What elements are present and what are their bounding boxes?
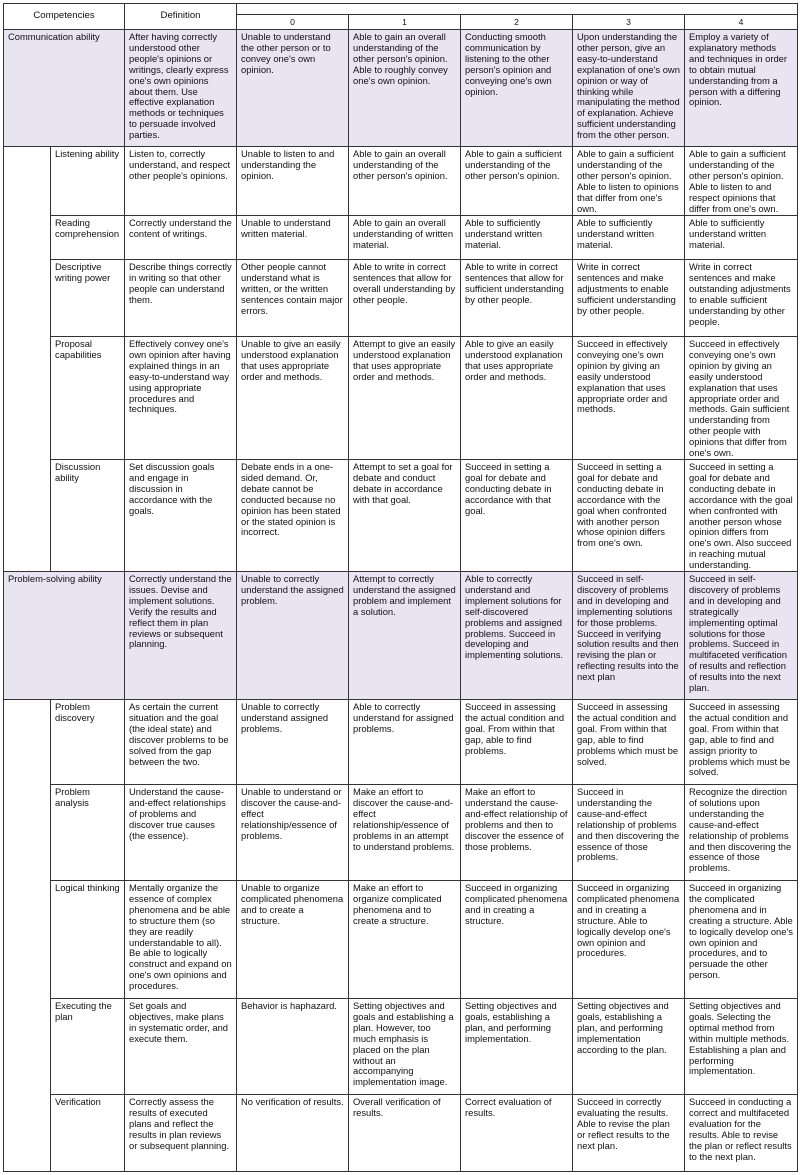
level-4-descriptor: Recognize the direction of solutions upon understanding the cause-and-effect relationship of problems and then discovering the essence of those problems. [685,785,798,881]
header-level-1: 1 [349,15,461,30]
level-3-descriptor: Write in correct sentences and make adjustments to enable sufficient understanding by other people. [573,260,685,337]
competency-name: Problem-solving ability [4,572,125,700]
competency-name: Verification [51,1095,125,1172]
level-3-descriptor: Able to sufficiently understand written material. [573,216,685,260]
level-0-descriptor: Unable to listen to and understanding the opinion. [237,147,349,216]
competency-definition: Correctly assess the results of executed plans and reflect the results in plan reviews or subsequent planning. [125,1095,237,1172]
level-2-descriptor: Correct evaluation of results. [461,1095,573,1172]
level-4-descriptor: Succeed in organizing the complicated phenomena and in creating a structure. Able to logically develop one's own opinion and procedures, and to persuade the other person. [685,881,798,999]
level-2-descriptor: Able to sufficiently understand written material. [461,216,573,260]
level-3-descriptor: Setting objectives and goals, establishing a plan, and performing implementation according to the plan. [573,999,685,1095]
competency-definition: Mentally organize the essence of complex phenomena and be able to structure them (so they are readily understandable to all). Be able to logically construct and expand on one's own opinions and procedures. [125,881,237,999]
level-0-descriptor: No verification of results. [237,1095,349,1172]
level-3-descriptor: Succeed in setting a goal for debate and conducting debate in accordance with the goal when confronted with another person whose opinion differs from one's own. [573,459,685,571]
level-2-descriptor: Able to gain a sufficient understanding of the other person's opinion. [461,147,573,216]
competency-row [4,216,798,260]
level-3-descriptor: Succeed in correctly evaluating the results. Able to revise the plan or reflect results to the next plan. [573,1095,685,1172]
level-4-descriptor: Succeed in self-discovery of problems and in developing and strategically implementing optimal solutions for those problems. Succeed in multifaceted verification of results and reflection of results into the next plan. [685,572,798,700]
header-level-0: 0 [237,15,349,30]
competency-row [4,881,798,999]
header-row-top [4,4,798,15]
level-0-descriptor: Unable to organize complicated phenomena and to create a structure. [237,881,349,999]
competency-definition: After having correctly understood other people's opinions or writings, clearly express one's own opinions about them. Use effective explanation methods or techniques to persuade involved parties. [125,30,237,147]
level-4-descriptor: Succeed in setting a goal for debate and conducting debate in accordance with the goal when confronted with another person whose opinion differs from one's own. Also succeed in reaching mutual understanding. [685,459,798,571]
indent-cell [4,459,51,571]
competency-name: Executing the plan [51,999,125,1095]
header-levels-group [237,4,798,15]
header-level-4: 4 [685,15,798,30]
level-0-descriptor: Other people cannot understand what is written, or the written sentences contain major errors. [237,260,349,337]
level-1-descriptor: Able to gain an overall understanding of written material. [349,216,461,260]
level-2-descriptor: Conducting smooth communication by listening to the other person's opinion and conveying one's own opinion. [461,30,573,147]
level-1-descriptor: Overall verification of results. [349,1095,461,1172]
level-4-descriptor: Write in correct sentences and make outstanding adjustments to enable sufficient understanding by other people. [685,260,798,337]
level-1-descriptor: Setting objectives and goals and establishing a plan. However, too much emphasis is placed on the plan without an accompanying implementation image. [349,999,461,1095]
level-0-descriptor: Unable to understand or discover the cause-and-effect relationship/essence of problems. [237,785,349,881]
level-3-descriptor: Able to gain a sufficient understanding of the other person's opinion. Able to listen to opinions that differ from one's own. [573,147,685,216]
competency-name: Communication ability [4,30,125,147]
competency-name: Problem analysis [51,785,125,881]
level-4-descriptor: Succeed in effectively conveying one's own opinion by giving an easily understood explanation that uses appropriate order and methods. Gain sufficient understanding from other people with opinions that differ from one's own. [685,337,798,460]
level-1-descriptor: Attempt to give an easily understood explanation that uses appropriate order and methods. [349,337,461,460]
level-0-descriptor: Unable to understand written material. [237,216,349,260]
competency-definition: Set discussion goals and engage in discussion in accordance with the goals. [125,459,237,571]
level-0-descriptor: Unable to correctly understand assigned problems. [237,700,349,785]
competency-definition: Listen to, correctly understand, and respect other people's opinions. [125,147,237,216]
competency-definition: Understand the cause-and-effect relationships of problems and discover true causes (the essence). [125,785,237,881]
competency-name: Logical thinking [51,881,125,999]
competency-row [4,785,798,881]
level-4-descriptor: Setting objectives and goals. Selecting the optimal method from within multiple methods. Establishing a plan and performing implementation. [685,999,798,1095]
indent-cell [4,260,51,337]
competency-group-row [4,572,798,700]
competency-name: Problem discovery [51,700,125,785]
level-1-descriptor: Attempt to set a goal for debate and conduct debate in accordance with that goal. [349,459,461,571]
level-2-descriptor: Able to give an easily understood explanation that uses appropriate order and methods. [461,337,573,460]
indent-cell [4,337,51,460]
level-1-descriptor: Make an effort to discover the cause-and-effect relationship/essence of problems in an attempt to understand problems. [349,785,461,881]
level-1-descriptor: Attempt to correctly understand the assigned problem and implement a solution. [349,572,461,700]
level-3-descriptor: Succeed in assessing the actual condition and goal. From within that gap, able to find problems which must be solved. [573,700,685,785]
indent-cell [4,881,51,999]
competency-row [4,700,798,785]
level-0-descriptor: Unable to correctly understand the assigned problem. [237,572,349,700]
indent-cell [4,700,51,785]
header-level-2: 2 [461,15,573,30]
competency-name: Listening ability [51,147,125,216]
competency-row [4,147,798,216]
indent-cell [4,216,51,260]
competency-definition: Describe things correctly in writing so that other people can understand them. [125,260,237,337]
indent-cell [4,785,51,881]
indent-cell [4,147,51,216]
header-definition: Definition [125,4,237,30]
level-4-descriptor: Able to gain a sufficient understanding of the other person's opinion. Able to listen to and respect opinions that differ from one's own. [685,147,798,216]
level-0-descriptor: Unable to give an easily understood explanation that uses appropriate order and methods. [237,337,349,460]
competency-row [4,260,798,337]
level-2-descriptor: Setting objectives and goals, establishing a plan, and performing implementation. [461,999,573,1095]
level-0-descriptor: Debate ends in a one-sided demand. Or, debate cannot be conducted because no opinion has been stated or the stated opinion is incorrect. [237,459,349,571]
competency-row [4,337,798,460]
competency-row [4,1095,798,1172]
level-0-descriptor: Behavior is haphazard. [237,999,349,1095]
level-1-descriptor: Able to correctly understand for assigned problems. [349,700,461,785]
competency-row [4,999,798,1095]
level-2-descriptor: Make an effort to understand the cause-and-effect relationship of problems and then to discover the essence of those problems. [461,785,573,881]
level-3-descriptor: Upon understanding the other person, give an easy-to-understand explanation of one's own opinion or way of thinking while manipulating the method of explanation. Achieve sufficient understanding from the other person. [573,30,685,147]
level-2-descriptor: Able to correctly understand and implement solutions for self-discovered problems and assigned problems. Succeed in developing and implementing solutions. [461,572,573,700]
level-2-descriptor: Succeed in assessing the actual condition and goal. From within that gap, able to find problems. [461,700,573,785]
level-3-descriptor: Succeed in self-discovery of problems and in developing and implementing solutions for those problems. Succeed in verifying solution results and then revising the plan or reflecting results into the next plan [573,572,685,700]
level-4-descriptor: Succeed in conducting a correct and multifaceted evaluation for the results. Able to revise the plan or reflect results to the next plan. [685,1095,798,1172]
competency-definition: Set goals and objectives, make plans in systematic order, and execute them. [125,999,237,1095]
level-4-descriptor: Succeed in assessing the actual condition and goal. From within that gap, able to find and assign priority to problems which must be solved. [685,700,798,785]
level-4-descriptor: Able to sufficiently understand written material. [685,216,798,260]
level-3-descriptor: Succeed in effectively conveying one's own opinion by giving an easily understood explanation that uses appropriate order and methods. [573,337,685,460]
level-3-descriptor: Succeed in understanding the cause-and-effect relationship of problems and then discovering the essence of those problems. [573,785,685,881]
competency-definition: Effectively convey one's own opinion after having explained things in an easy-to-understand way using appropriate procedures and techniques. [125,337,237,460]
competency-name: Reading comprehension [51,216,125,260]
level-1-descriptor: Able to write in correct sentences that allow for overall understanding by other people. [349,260,461,337]
competency-group-row [4,30,798,147]
level-2-descriptor: Able to write in correct sentences that allow for sufficient understanding by other people. [461,260,573,337]
competency-definition: Correctly understand the issues. Devise and implement solutions. Verify the results and reflect them in plan reviews or subsequent planning. [125,572,237,700]
competency-name: Proposal capabilities [51,337,125,460]
indent-cell [4,1095,51,1172]
indent-cell [4,999,51,1095]
competency-row [4,459,798,571]
competency-definition: Correctly understand the content of writings. [125,216,237,260]
level-3-descriptor: Succeed in organizing complicated phenomena and in creating a structure. Able to logically develop one's own opinion and procedures. [573,881,685,999]
level-1-descriptor: Able to gain an overall understanding of the other person's opinion. Able to roughly convey one's own opinion. [349,30,461,147]
competency-name: Discussion ability [51,459,125,571]
competency-definition: As certain the current situation and the goal (the ideal state) and discover problems to be solved from the gap between the two. [125,700,237,785]
level-1-descriptor: Able to gain an overall understanding of the other person's opinion. [349,147,461,216]
level-1-descriptor: Make an effort to organize complicated phenomena and to create a structure. [349,881,461,999]
header-level-3: 3 [573,15,685,30]
level-2-descriptor: Succeed in organizing complicated phenomena and in creating a structure. [461,881,573,999]
level-0-descriptor: Unable to understand the other person or to convey one's own opinion. [237,30,349,147]
competency-name: Descriptive writing power [51,260,125,337]
competency-rubric-table [3,3,798,1172]
level-4-descriptor: Employ a variety of explanatory methods and techniques in order to obtain mutual understanding from a person with a differing opinion. [685,30,798,147]
header-competencies: Competencies [4,4,125,30]
rubric-body [4,30,798,1172]
level-2-descriptor: Succeed in setting a goal for debate and conducting debate in accordance with that goal. [461,459,573,571]
